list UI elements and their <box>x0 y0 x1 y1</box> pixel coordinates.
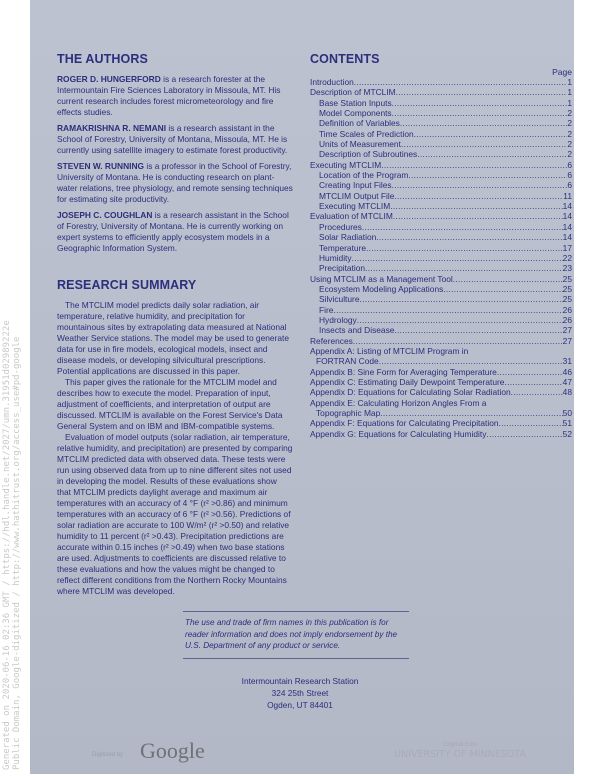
toc-entry-label: Appendix C: Estimating Daily Dewpoint Temperature <box>310 376 505 387</box>
authors-heading: THE AUTHORS <box>57 52 148 66</box>
toc-entry-label: Evaluation of MTCLIM <box>310 211 393 222</box>
toc-entry <box>310 129 572 139</box>
toc-entry <box>310 108 572 118</box>
toc-page-number: 1 <box>567 97 572 108</box>
toc-entry-line <box>319 118 572 128</box>
authors-list <box>57 74 293 254</box>
toc-entry-label: Units of Measurement <box>319 139 401 150</box>
google-logo: Google <box>140 738 205 763</box>
summary-paragraph: Evaluation of model outputs (solar radiation, air temperature, relative humidity, and precipitation) are presented by comparing MTCLIM predicted data with observed data. These tests were run using observed data from up to nine different sites not used in developing the model. Results of these evaluations show that MTCLIM predicts daylight average and maximum air temperatures with an accuracy of 4 °F (r² >0.86) and minimum temperatures with an accuracy of 6 °F (r² >0.56). Predictions of solar radiation are accurate to 100 W/m² (r² >0.50) and relative humidity to 11 percent (r² >0.43). Precipitation predictions are accurate within 0.15 inches (r² >0.49) when two base stations are used. Adjustments to coefficients are discussed relative to these evaluations and how the values might be changed to reflect different conditions from the Northern Rocky Mountains where MTCLIM was developed. <box>57 432 293 596</box>
toc-page-number: 2 <box>567 139 572 150</box>
toc-leader-dots <box>381 160 567 170</box>
toc-page-number: 14 <box>562 201 572 212</box>
toc-entry <box>310 263 572 273</box>
toc-entry-line <box>319 201 572 211</box>
toc-entry <box>310 315 572 325</box>
toc-leader-dots <box>352 253 563 263</box>
toc-page-number: 25 <box>562 294 572 305</box>
author-description: is a professor in the School of Forestry, University of Montana. He is conducting research on plant-water relations, tree physiology, and remote sensing techniques for estimating site productivity. <box>57 161 293 204</box>
author-bio <box>57 210 293 254</box>
toc-leader-dots <box>360 294 563 304</box>
toc-leader-dots <box>443 284 562 294</box>
author-name: ROGER D. HUNGERFORD <box>57 74 161 84</box>
toc-page-number: 48 <box>562 387 572 398</box>
toc-page-number: 31 <box>562 356 572 367</box>
toc-entry <box>310 87 572 97</box>
toc-entry-label: MTCLIM Output File <box>319 190 395 201</box>
toc-leader-dots <box>394 191 563 201</box>
toc-entry-line <box>310 429 572 439</box>
toc-page-number: 11 <box>563 190 572 201</box>
toc-page-number: 50 <box>562 408 572 418</box>
toc-entry-label: References <box>310 335 353 346</box>
toc-entry-label: Creating Input Files <box>319 180 392 191</box>
university-label: UNIVERSITY OF MINNESOTA <box>394 749 526 760</box>
toc-page-number: 17 <box>562 242 572 253</box>
research-summary <box>57 300 293 597</box>
toc-entry-label: Appendix A: Listing of MTCLIM Program in <box>310 345 469 356</box>
toc-page-number: 46 <box>562 366 572 377</box>
toc-entry <box>310 398 572 419</box>
toc-page-number: 27 <box>562 325 572 336</box>
toc-entry <box>310 149 572 159</box>
toc-entry-label: Time Scales of Prediction <box>319 128 414 139</box>
toc-entry-label: Solar Radiation <box>319 232 377 243</box>
toc-page-number: 1 <box>567 77 572 87</box>
toc-page-number: 6 <box>567 159 572 170</box>
toc-leader-dots <box>333 305 562 315</box>
toc-entry-label: Introduction <box>310 77 354 87</box>
toc-entry-label: Base Station Inputs <box>319 97 392 108</box>
contents-heading: CONTENTS <box>310 52 380 66</box>
toc-entry-line <box>310 418 572 428</box>
watermark-line-2: Public Domain, Google-digitized / http://www.hathitrust.org/access_use#pd-google <box>12 336 22 770</box>
toc-page-number: 2 <box>567 149 572 160</box>
toc-page-number: 51 <box>562 418 572 429</box>
toc-entry-label: Description of Subroutines <box>319 149 418 160</box>
toc-entry <box>310 387 572 397</box>
toc-entry-label: Description of MTCLIM <box>310 87 396 98</box>
toc-entry-line <box>319 191 572 201</box>
toc-leader-dots <box>379 356 563 366</box>
toc-entry <box>310 377 572 387</box>
toc-leader-dots <box>400 118 567 128</box>
toc-entry-line <box>310 356 572 366</box>
toc-entry-line <box>310 274 572 284</box>
summary-paragraph: The MTCLIM model predicts daily solar radiation, air temperature, relative humidity, and precipitation for mountainous sites by extrapolating data measured at National Weather Service stations. The model may be used to generate data for use in fire models, ecological models, insect and disease models, or developing silvicultural prescriptions. Potential applications are discussed in this paper. <box>57 300 289 376</box>
left-column <box>57 52 293 597</box>
toc-entry-line <box>310 346 572 356</box>
toc-page-number: 14 <box>562 221 572 232</box>
toc-entry-line <box>310 77 572 87</box>
toc-entry-label-continued: FORTRAN Code <box>316 356 379 367</box>
toc-entry-line <box>319 232 572 242</box>
toc-entry-line <box>310 387 572 397</box>
toc-entry-label: Appendix E: Calculating Horizon Angles From a <box>310 397 487 408</box>
toc-entry-label: Ecosystem Modeling Applications <box>319 283 444 294</box>
toc-leader-dots <box>362 222 563 232</box>
toc-entry-label: Definition of Variables <box>319 118 400 129</box>
toc-entry-line <box>310 398 572 408</box>
toc-leader-dots <box>392 98 568 108</box>
toc-entry <box>310 336 572 346</box>
toc-entry-label: Hydrology <box>319 314 357 325</box>
toc-entry <box>310 160 572 170</box>
toc-page-number: 22 <box>562 252 572 263</box>
toc-entry-line <box>310 160 572 170</box>
toc-entry-line <box>310 377 572 387</box>
toc-page-number: 2 <box>567 118 572 129</box>
toc-leader-dots <box>366 243 563 253</box>
toc-entry-line <box>319 98 572 108</box>
toc-leader-dots <box>499 418 563 428</box>
toc-entry-line <box>310 367 572 377</box>
table-of-contents <box>310 77 572 439</box>
author-bio <box>57 74 293 118</box>
original-from-mark <box>385 740 535 760</box>
toc-leader-dots <box>353 336 563 346</box>
address-line-2: 324 25th Street <box>271 688 329 698</box>
toc-entry <box>310 418 572 428</box>
toc-leader-dots <box>380 408 562 418</box>
toc-entry-label: Fire <box>319 304 334 315</box>
station-address <box>200 675 400 711</box>
toc-leader-dots <box>392 180 568 190</box>
toc-leader-dots <box>390 201 562 211</box>
toc-entry <box>310 139 572 149</box>
author-name: JOSEPH C. COUGHLAN <box>57 210 153 220</box>
author-name: STEVEN W. RUNNING <box>57 161 145 171</box>
toc-entry-line <box>319 222 572 232</box>
toc-leader-dots <box>497 367 563 377</box>
original-from-label: Original from <box>442 742 478 748</box>
toc-leader-dots <box>376 232 562 242</box>
toc-leader-dots <box>486 429 562 439</box>
author-name: RAMAKRISHNA R. NEMANI <box>57 123 167 133</box>
toc-entry <box>310 118 572 128</box>
author-bio <box>57 161 293 205</box>
toc-entry <box>310 77 572 87</box>
toc-entry <box>310 367 572 377</box>
right-column <box>310 52 572 439</box>
toc-entry-label: Insects and Disease <box>319 325 395 336</box>
toc-page-number: 2 <box>567 108 572 119</box>
toc-entry-line <box>319 294 572 304</box>
address-line-3: Ogden, UT 84401 <box>267 700 333 710</box>
toc-page-number: 47 <box>562 376 572 387</box>
address-line-1: Intermountain Research Station <box>241 676 359 686</box>
toc-entry-line <box>319 108 572 118</box>
toc-page-number: 25 <box>562 273 572 284</box>
toc-entry <box>310 325 572 335</box>
toc-leader-dots <box>396 87 568 97</box>
digitized-by-label: Digitized by <box>92 752 124 758</box>
toc-entry-line <box>319 139 572 149</box>
toc-entry <box>310 274 572 284</box>
toc-entry <box>310 180 572 190</box>
toc-leader-dots <box>414 129 568 139</box>
author-bio <box>57 123 293 156</box>
toc-page-number: 23 <box>562 263 572 274</box>
toc-page-number: 52 <box>562 428 572 439</box>
toc-entry <box>310 305 572 315</box>
toc-page-number: 25 <box>562 283 572 294</box>
toc-leader-dots <box>392 108 568 118</box>
toc-entry-label: Appendix D: Equations for Calculating Solar Radiation <box>310 387 511 398</box>
toc-entry-line <box>310 336 572 346</box>
toc-entry-line <box>319 305 572 315</box>
toc-entry-label: Silviculture <box>319 294 360 305</box>
toc-entry <box>310 232 572 242</box>
toc-entry-label: Location of the Program <box>319 170 409 181</box>
toc-leader-dots <box>357 315 563 325</box>
toc-page-number: 27 <box>562 335 572 346</box>
toc-entry-line <box>319 170 572 180</box>
toc-entry-line <box>310 87 572 97</box>
access-watermark <box>2 320 22 770</box>
toc-entry-label: Appendix B: Sine Form for Averaging Temperature <box>310 366 497 377</box>
toc-entry-line <box>319 149 572 159</box>
toc-entry <box>310 346 572 367</box>
toc-entry <box>310 253 572 263</box>
toc-entry-line <box>319 253 572 263</box>
toc-page-number: 1 <box>567 87 572 98</box>
toc-page-number: 6 <box>567 180 572 191</box>
toc-entry-line <box>319 129 572 139</box>
toc-entry <box>310 170 572 180</box>
summary-paragraph: This paper gives the rationale for the MTCLIM model and describes how to execute the model. Preparation of input, adjustment of coefficients, and interpretation of output are discussed. MTCLIM is available on the Forest Service's Data General System and on IBM and IBM-compatible systems. <box>57 377 283 431</box>
toc-page-number: 26 <box>562 314 572 325</box>
toc-entry <box>310 294 572 304</box>
toc-page-number: 2 <box>567 128 572 139</box>
page-column-label: Page <box>552 67 572 77</box>
toc-entry <box>310 211 572 221</box>
toc-entry-line <box>319 243 572 253</box>
toc-leader-dots <box>453 274 563 284</box>
toc-entry <box>310 284 572 294</box>
toc-page-number: 14 <box>562 232 572 243</box>
toc-entry-label: Temperature <box>319 242 367 253</box>
toc-entry-label: Humidity <box>319 252 352 263</box>
toc-entry-label-continued: Topographic Map <box>316 408 381 418</box>
toc-entry-line <box>310 408 572 418</box>
toc-leader-dots <box>504 377 562 387</box>
toc-entry-line <box>319 325 572 335</box>
author-description: is a research assistant in the School of Forestry, University of Montana, Missoula, MT. He is currently using satellite imagery to estimate forest productivity. <box>57 123 288 155</box>
toc-entry-label: Executing MTCLIM <box>310 159 382 170</box>
toc-page-number: 6 <box>567 170 572 181</box>
toc-entry-label: Precipitation <box>319 263 366 274</box>
toc-entry <box>310 201 572 211</box>
toc-entry <box>310 98 572 108</box>
toc-entry-label: Model Components <box>319 108 392 119</box>
toc-entry <box>310 243 572 253</box>
toc-leader-dots <box>408 170 567 180</box>
toc-leader-dots <box>393 211 563 221</box>
toc-leader-dots <box>365 263 563 273</box>
watermark-line-1: Generated on 2020-06-16 02:36 GMT / https://hdl.handle.net/2027/umn.31951d02989222e <box>2 320 12 770</box>
toc-entry-label: Appendix G: Equations for Calculating Humidity <box>310 428 487 439</box>
toc-page-number: 26 <box>562 304 572 315</box>
toc-entry-label: Procedures <box>319 221 362 232</box>
toc-entry-line <box>319 263 572 273</box>
author-description: is a research assistant in the School of Forestry, University of Montana. He is currently working on expert systems to efficiently apply ecosystem models in a Geographic Information System. <box>57 210 289 253</box>
toc-leader-dots <box>417 149 567 159</box>
toc-entry <box>310 429 572 439</box>
summary-heading: RESEARCH SUMMARY <box>57 278 197 292</box>
toc-leader-dots <box>394 325 562 335</box>
toc-entry-line <box>310 211 572 221</box>
toc-entry-line <box>319 315 572 325</box>
toc-leader-dots <box>354 77 568 87</box>
disclaimer-notice: The use and trade of firm names in this publication is for reader information and does not imply endorsement by the U.S. Department of any product or service. <box>183 611 409 659</box>
toc-leader-dots <box>401 139 567 149</box>
toc-entry <box>310 222 572 232</box>
toc-entry-label: Using MTCLIM as a Management Tool <box>310 273 453 284</box>
author-description: is a research forester at the Intermountain Fire Sciences Laboratory in Missoula, MT. His current research includes forest micrometeorology and fire effects studies. <box>57 74 281 117</box>
toc-leader-dots <box>511 387 563 397</box>
toc-page-number: 14 <box>562 211 572 222</box>
toc-entry-line <box>319 284 572 294</box>
toc-entry <box>310 191 572 201</box>
toc-entry-label: Executing MTCLIM <box>319 201 391 212</box>
toc-entry-label: Appendix F: Equations for Calculating Precipitation <box>310 418 499 429</box>
toc-entry-line <box>319 180 572 190</box>
